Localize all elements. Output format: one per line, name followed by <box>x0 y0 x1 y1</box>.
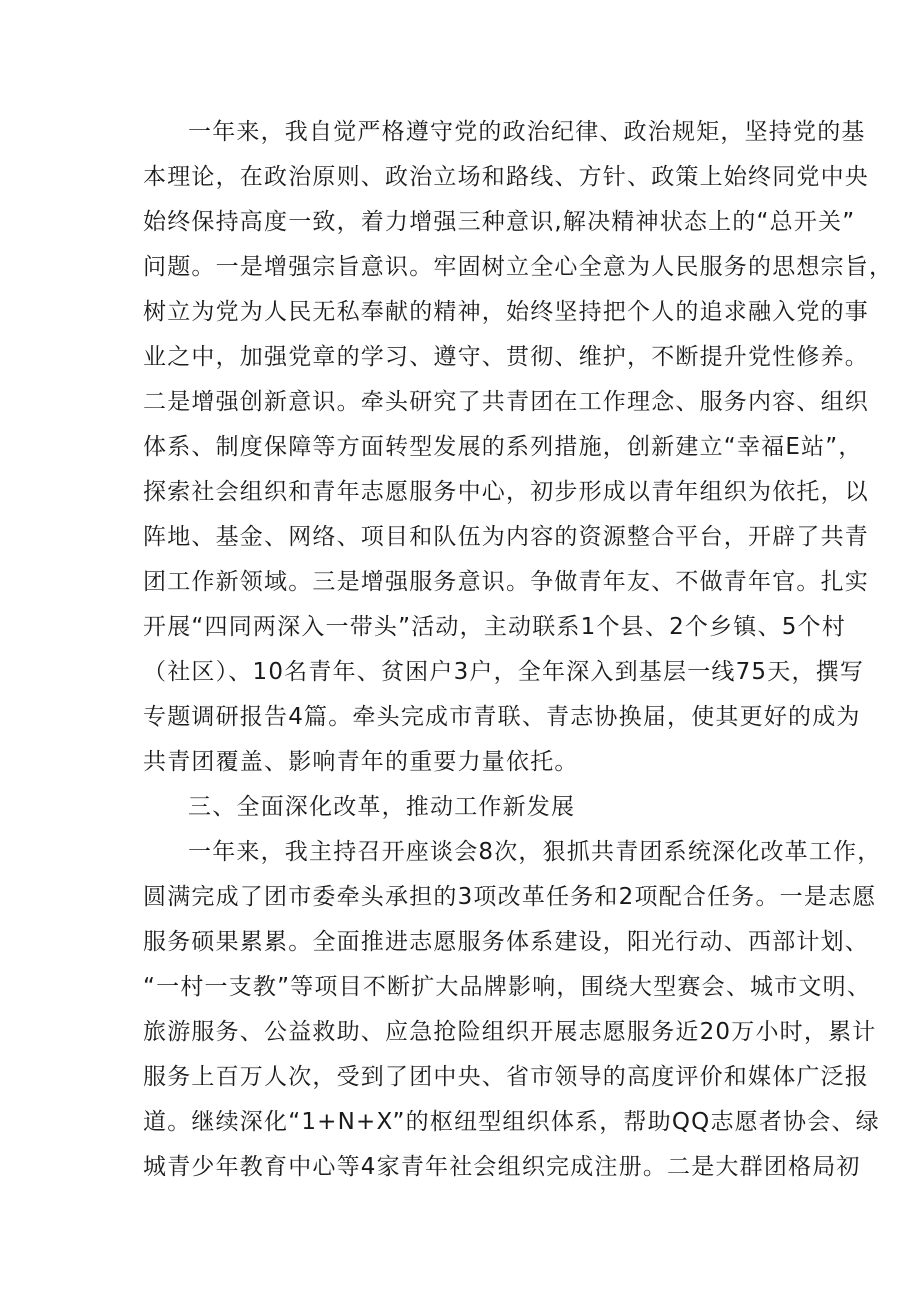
section-heading: 三、全面深化改革，推动工作新发展 <box>188 794 576 820</box>
paragraph-line: 树立为党为人民无私奉献的精神，始终坚持把个人的追求融入党的事 <box>143 299 869 325</box>
paragraph-line: 共青团覆盖、影响青年的重要力量依托。 <box>143 749 579 775</box>
paragraph-line: 开展“四同两深入一带头”活动，主动联系1个县、2个乡镇、5个村 <box>143 614 846 640</box>
paragraph-line: 城青少年教育中心等4家青年社会组织完成注册。二是大群团格局初 <box>143 1154 861 1180</box>
paragraph-line: 本理论，在政治原则、政治立场和路线、方针、政策上始终同党中央 <box>143 164 869 190</box>
paragraph-line: 一年来，我自觉严格遵守党的政治纪律、政治规矩，坚持党的基 <box>188 119 866 145</box>
paragraph-line: 道。继续深化“1+N+X”的枢纽型组织体系，帮助QQ志愿者协会、绿 <box>143 1109 880 1135</box>
paragraph-line: 圆满完成了团市委牵头承担的3项改革任务和2项配合任务。一是志愿 <box>143 884 877 910</box>
paragraph-line: 始终保持高度一致，着力增强三种意识,解决精神状态上的“总开关” <box>143 209 856 235</box>
paragraph-line: 旅游服务、公益救助、应急抢险组织开展志愿服务近20万小时，累计 <box>143 1019 877 1045</box>
paragraph-line: 体系、制度保障等方面转型发展的系列措施，创新建立“幸福E站”， <box>143 434 863 460</box>
paragraph-line: 问题。一是增强宗旨意识。牢固树立全心全意为人民服务的思想宗旨， <box>143 254 894 280</box>
paragraph-line: 探索社会组织和青年志愿服务中心，初步形成以青年组织为依托，以 <box>143 479 869 505</box>
paragraph-line: “一村一支教”等项目不断扩大品牌影响，围绕大型赛会、城市文明、 <box>143 974 872 1000</box>
paragraph-line: 专题调研报告4篇。牵头完成市青联、青志协换届，使其更好的成为 <box>143 704 861 730</box>
paragraph-line: 团工作新领域。三是增强服务意识。争做青年友、不做青年官。扎实 <box>143 569 869 595</box>
paragraph-line: （社区）、10名青年、贫困户3户，全年深入到基层一线75天，撰写 <box>143 659 865 685</box>
paragraph-line: 服务上百万人次，受到了团中央、省市领导的高度评价和媒体广泛报 <box>143 1064 869 1090</box>
paragraph-line: 阵地、基金、网络、项目和队伍为内容的资源整合平台，开辟了共青 <box>143 524 869 550</box>
paragraph-line: 一年来，我主持召开座谈会8次，狠抓共青团系统深化改革工作， <box>188 839 882 865</box>
paragraph-line: 服务硕果累累。全面推进志愿服务体系建设，阳光行动、西部计划、 <box>143 929 869 955</box>
paragraph-line: 业之中，加强党章的学习、遵守、贯彻、维护，不断提升党性修养。 <box>143 344 869 370</box>
paragraph-line: 二是增强创新意识。牵头研究了共青团在工作理念、服务内容、组织 <box>143 389 869 415</box>
